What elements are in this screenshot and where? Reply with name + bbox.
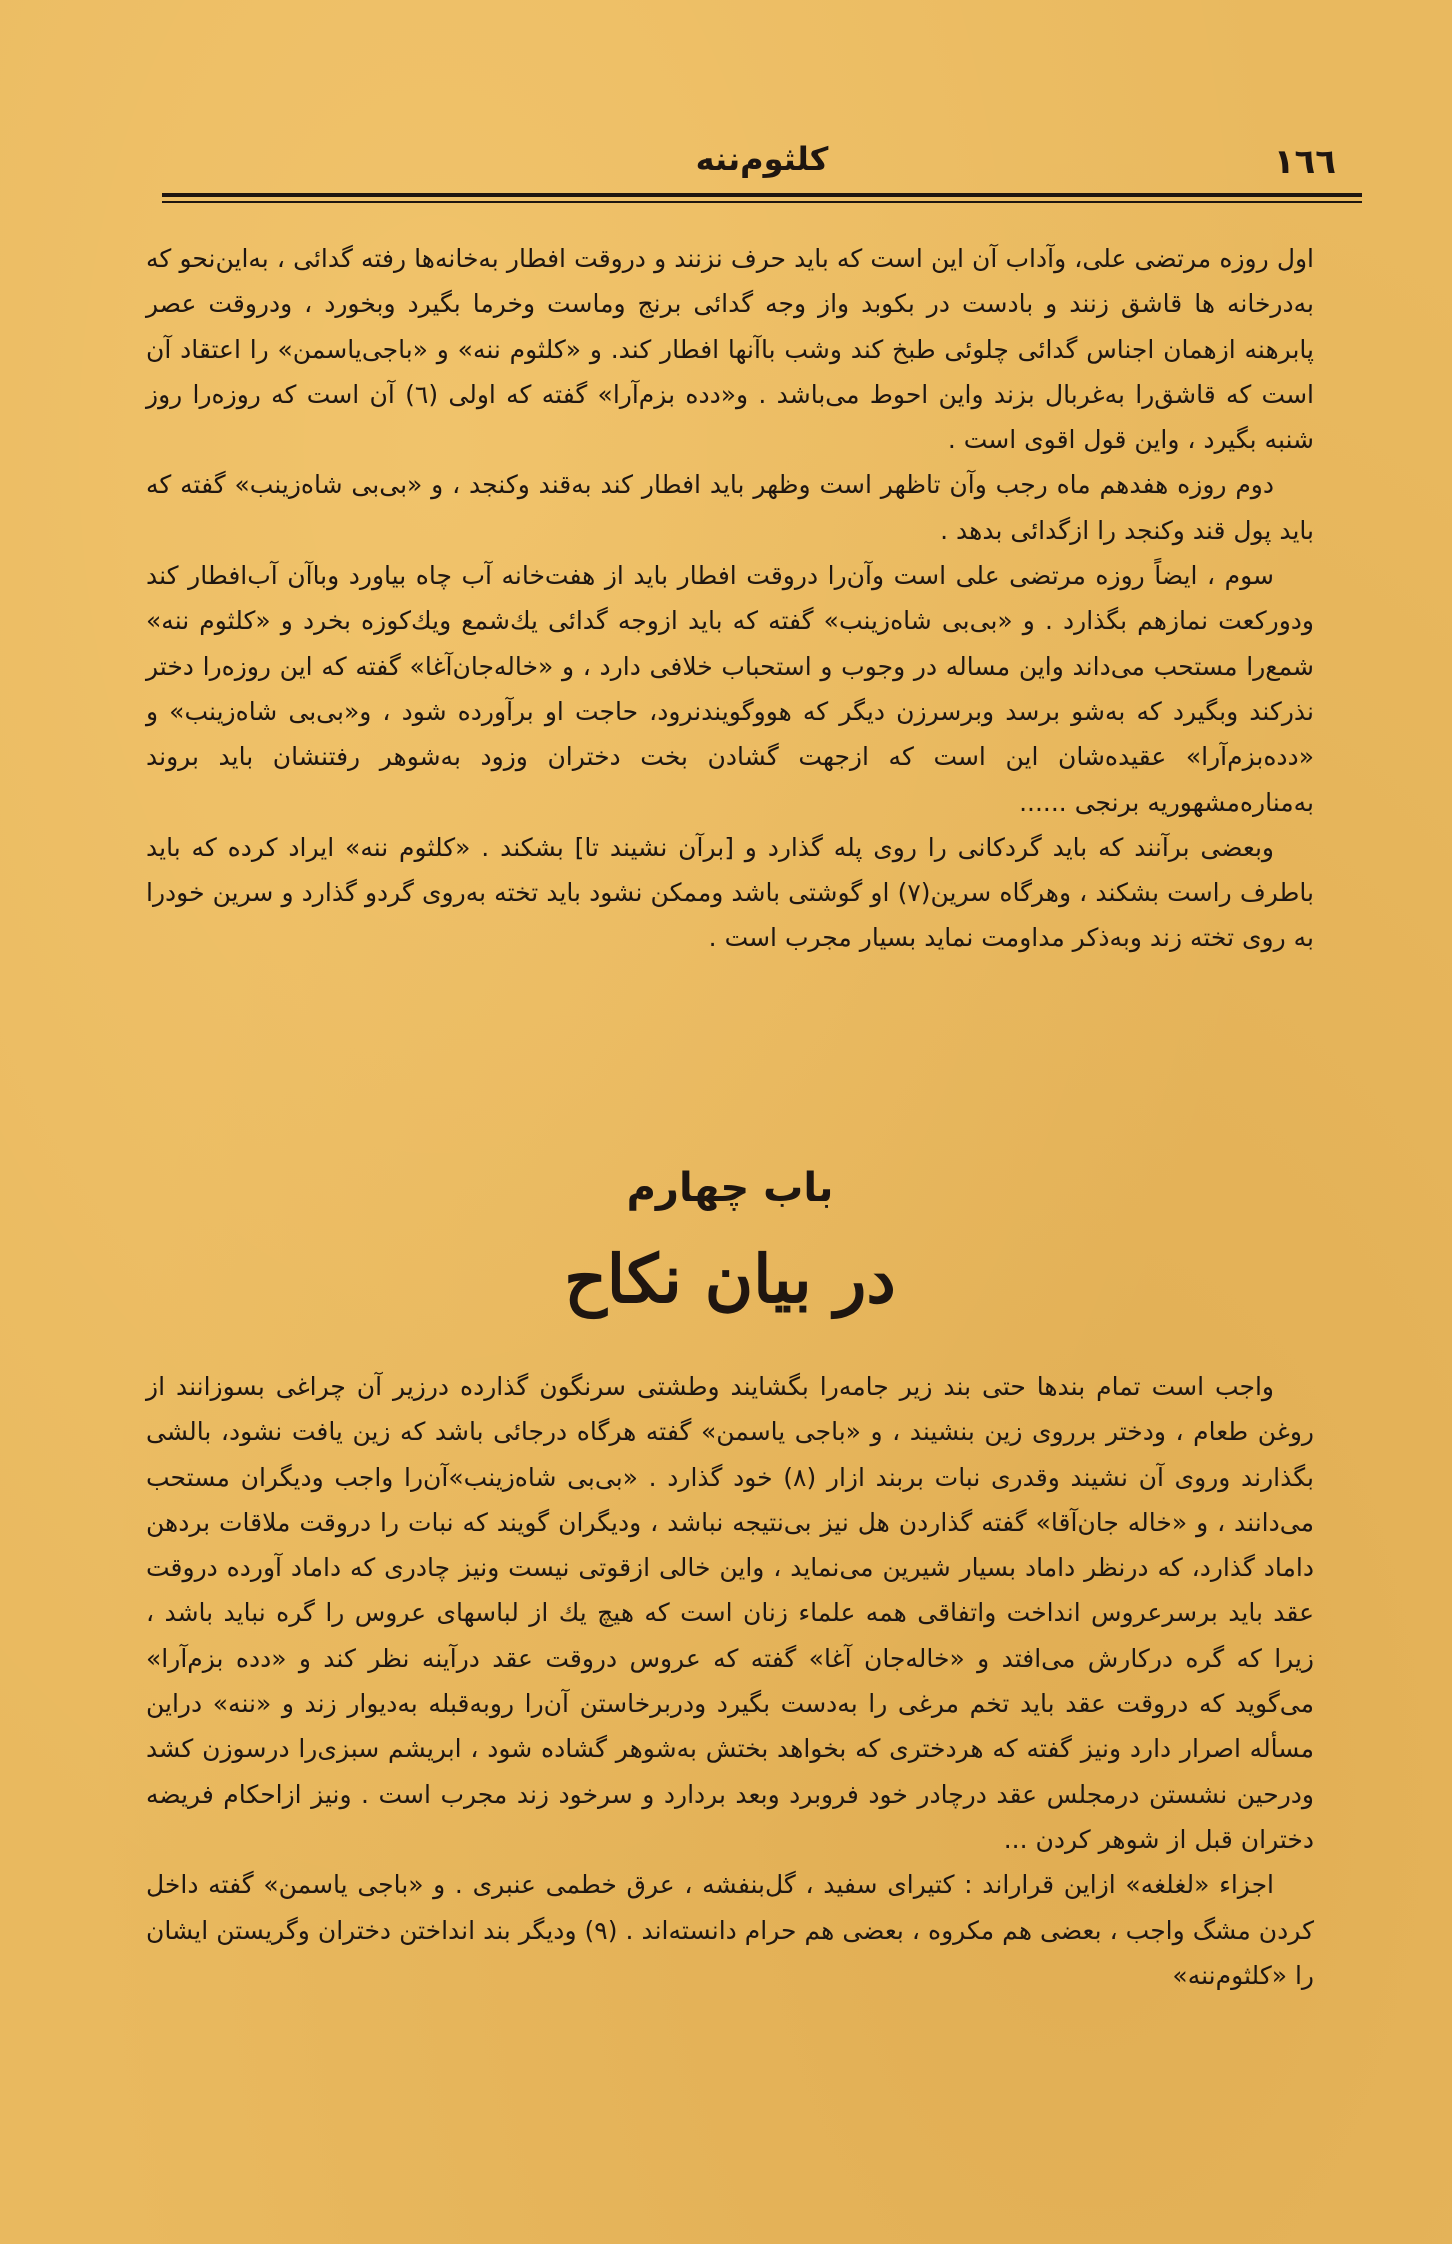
- paragraph: اجزاء «لغلغه» ازاین قراراند : کتیرای سفید ، گل‌بنفشه ، عرق خطمی عنبری . و «باجی یاسمن» گفته داخل کردن مشگ واجب ، بعضی هم مکروه ، بعضی هم حرام دانسته‌اند . (٩) ودیگر بند انداختن دختران وگریستن ایشان را «کلثوم‌ننه»: [146, 1870, 1314, 1990]
- text-block-bottom: [146, 1364, 1314, 1998]
- paragraph: وبعضی برآنند که باید گردکانی را روی پله گذارد و [برآن نشیند تا] بشکند . «کلثوم ننه» ایراد کرده که باید باطرف راست بشکند ، وهرگاه سرین(٧) او گوشتی باشد وممکن نشود باید تخته به‌روی گردو گذارد و سرین خودرا به روی تخته زند وبه‌ذکر مداومت نماید بسیار مجرب است .: [146, 832, 1314, 953]
- page-header: [162, 140, 1362, 200]
- header-rule-thin: [162, 201, 1362, 203]
- paragraph: واجب است تمام بندها حتی بند زیر جامه‌را بگشایند وطشتی سرنگون گذارده درزیر آن چراغی بسوزانند از روغن طعام ، ودختر برروی زین بنشیند ، و «باجی یاسمن» گفته هرگاه درجائی باشد که زین یافت نشود، بالشی بگذارند وروی آن نشیند وقدری نبات بربند ازار (٨) خود گذارد . «بی‌بی شاه‌زینب»آن‌را واجب ودیگران مستحب می‌دانند ، و «خاله جان‌آقا» گفته گذاردن هل نیز بی‌نتیجه نباشد ، ودیگران گویند که نبات را دروقت ملاقات بردهن داماد گذارد، که درنظر داماد بسیار شیرین می‌نماید ، واین خالی ازقوتی نیست ونیز چادری که داماد آورده دروقت عقد باید برسرعروس انداخت واتفاقی همه علماء زنان است که هیچ یك از لباسهای عروس را گره نباید باشد ، زیرا که گره درکارش می‌افتد و «خاله‌جان آغا» گفته که عروس دروقت عقد درآینه نظر کند و «دده بزم‌آرا» می‌گوید که دروقت عقد باید تخم مرغی را به‌دست بگیرد ودربرخاستن آن‌را روبه‌قبله به‌دیوار زند و «ننه» دراین مسأله اصرار دارد ونیز گفته که هردختری که بخواهد بختش به‌شوهر گشاده شود ، ابریشم سبزی‌را درسوزن کشد ودرحین نشستن درمجلس عقد درچادر خود فروبرد وبعد بردارد و سرخود زند مجرب است . ونیز ازاحکام فریضه دختران قبل از شوهر کردن ...: [146, 1372, 1314, 1854]
- page-number: ١٦٦: [1273, 142, 1336, 182]
- paragraph: دوم روزه هفدهم ماه رجب وآن تاظهر است وظهر باید افطار کند به‌قند وکنجد ، و «بی‌بی شاه‌زینب» گفته که باید پول قند وکنجد را ازگدائی بدهد .: [146, 470, 1314, 545]
- running-title: کلثوم‌ننه: [695, 140, 829, 178]
- chapter-label: باب چهارم: [626, 1165, 834, 1211]
- chapter-title: در بیان نکاح: [564, 1240, 896, 1318]
- header-rule-thick: [162, 193, 1362, 197]
- paragraph: سوم ، ایضاً روزه مرتضی علی است وآن‌را دروقت افطار باید از هفت‌خانه آب چاه بیاورد وباآن آب‌افطار کند ودورکعت نمازهم بگذارد . و «بی‌بی شاه‌زینب» گفته که باید ازوجه گدائی یك‌شمع ویك‌کوزه بخرد و «کلثوم ننه» شمع‌را مستحب می‌داند واین مساله در وجوب و استحباب خلافی دارد ، و «خاله‌جان‌آغا» گفته که این روزه‌را دختر نذرکند وبگیرد که به‌شو برسد وبرسرزن دیگر که هووگویندنرود، حاجت او برآورده شود ، و«بی‌بی شاه‌زینب» و «دده‌بزم‌آرا» عقیده‌شان این است که ازجهت گشادن بخت دختران وزود به‌شوهر رفتنشان باید بروند به‌مناره‌مشهوریه برنجی ......: [146, 561, 1314, 817]
- paragraph: اول روزه مرتضی علی، وآداب آن این است که باید حرف نزنند و دروقت افطار به‌خانه‌ها رفته گدائی ، به‌این‌نحو که به‌درخانه ها قاشق زنند و بادست در بکوبد واز وجه گدائی برنج وماست وخرما بگیرد وبخورد ، ودروقت عصر پابرهنه ازهمان اجناس گدائی چلوئی طبخ کند وشب باآنها افطار کند. و «کلثوم ننه» و «باجی‌یاسمن» را اعتقاد آن است که قاشق‌را به‌غربال بزند واین احوط می‌باشد . و«دده بزم‌آرا» گفته که اولی (٦) آن است که روزه‌را روز شنبه بگیرد ، واین قول اقوی است .: [146, 244, 1314, 455]
- text-block-top: [146, 236, 1314, 961]
